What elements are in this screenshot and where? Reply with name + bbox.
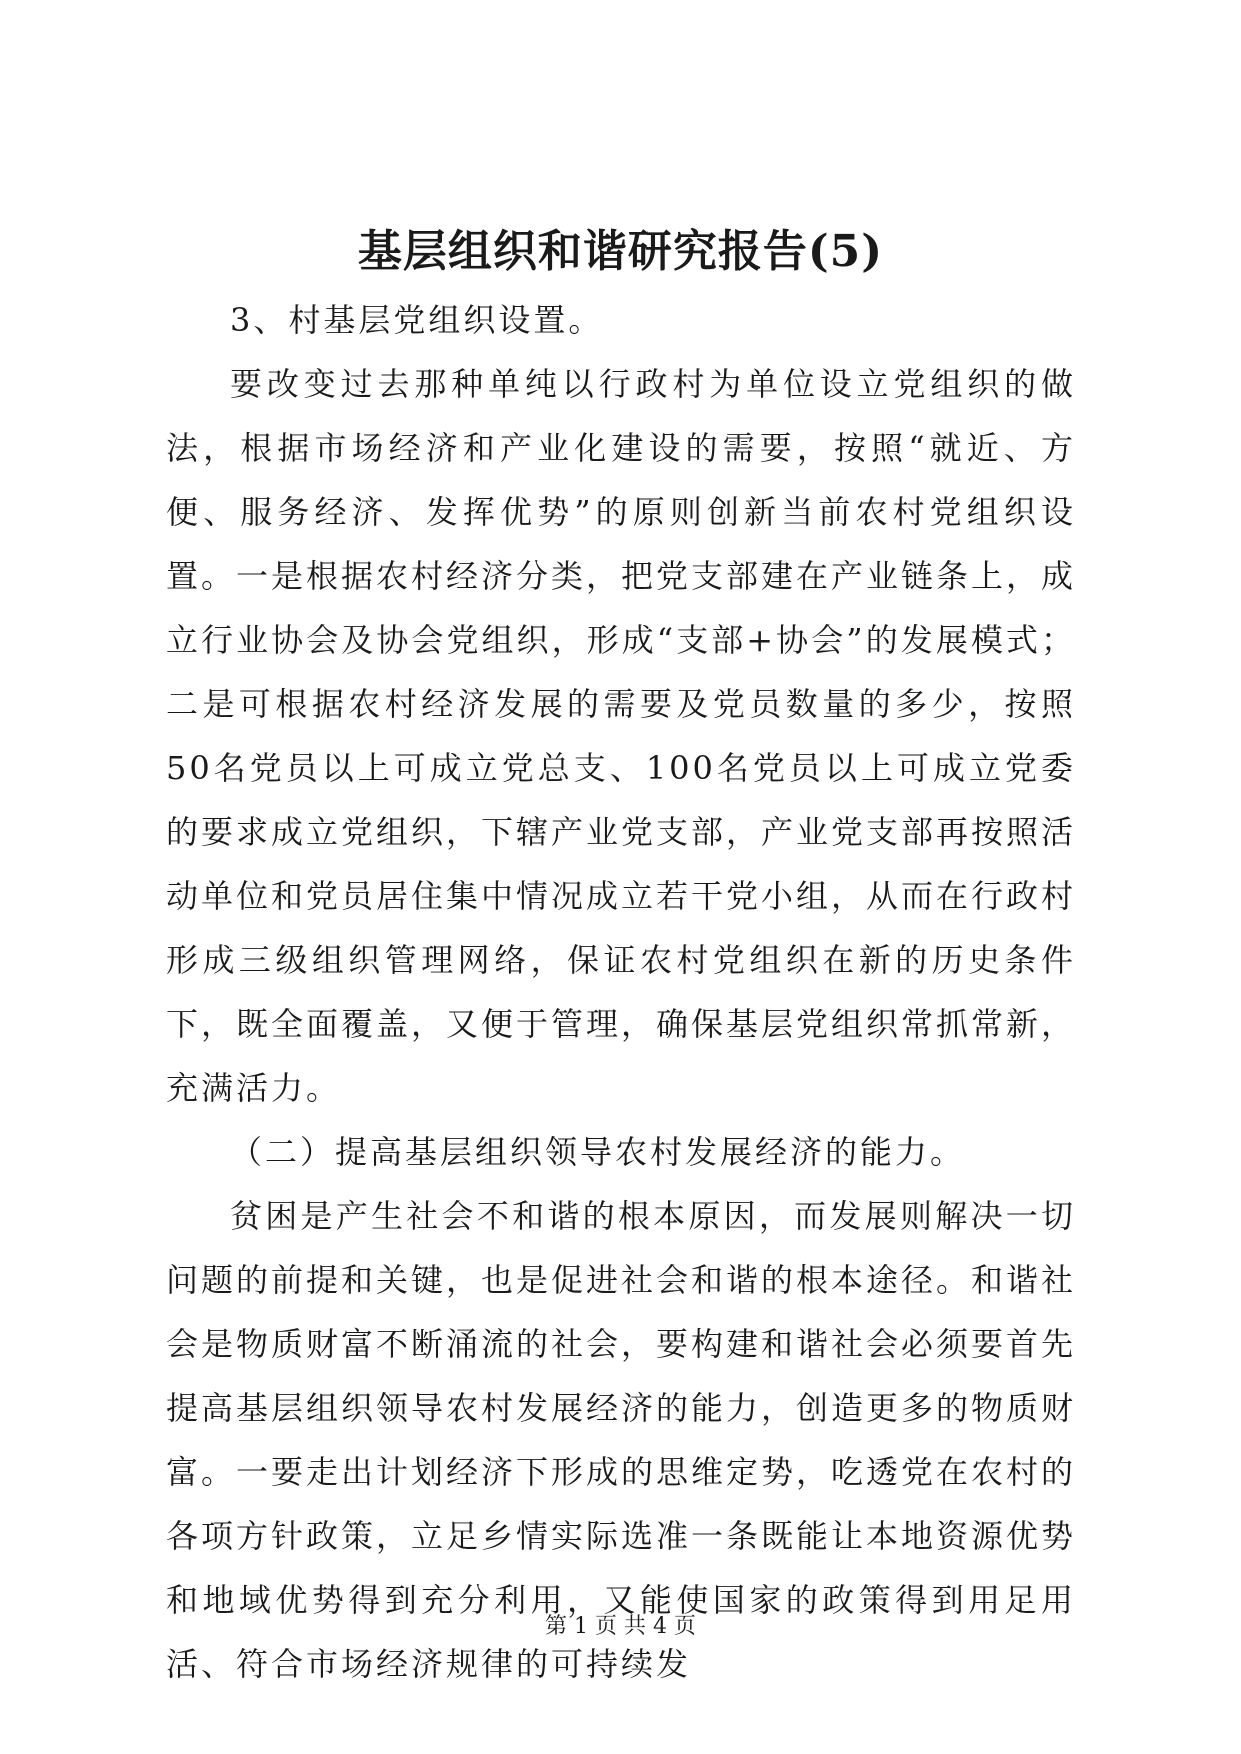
paragraph-section-3: 3、村基层党组织设置。 [230, 301, 604, 339]
paragraph-section-two-heading: （二）提高基层组织领导农村发展经济的能力。 [230, 1133, 966, 1171]
paragraph-party-setup: 要改变过去那种单纯以行政村为单位设立党组织的做法，根据市场经济和产业化建设的需要，按照“就近、方便、服务经济、发挥优势”的原则创新当前农村党组织设置。一是根据农村经济分类，把党支部建在产业链条上，成立行业协会及协会党组织，形成“支部+协会”的发展模式；二是可根据农村经济发展的需要及党员数量的多少，按照50名党员以上可成立党总支、100名党员以上可成立党委的要求成立党组织，下辖产业党支部，产业党支部再按照活动单位和党员居住集中情况成立若干党小组，从而在行政村形成三级组织管理网络，保证农村党组织在新的历史条件下，既全面覆盖，又便于管理，确保基层党组织常抓常新，充满活力。 [166, 365, 1077, 1107]
document-title: 基层组织和谐研究报告(5) [357, 226, 884, 277]
document-body [166, 288, 1076, 1696]
paragraph-economic-development: 贫困是产生社会不和谐的根本原因，而发展则解决一切问题的前提和关键，也是促进社会和谐的根本途径。和谐社会是物质财富不断涌流的社会，要构建和谐社会必须要首先提高基层组织领导农村发展经济的能力，创造更多的物质财富。一要走出计划经济下形成的思维定势，吃透党在农村的各项方针政策，立足乡情实际选准一条既能让本地资源优势和地域优势得到充分利用，又能使国家的政策得到用足用活、符合市场经济规律的可持续发 [166, 1197, 1077, 1683]
page-footer: 第 1 页 共 4 页 [545, 1614, 696, 1639]
